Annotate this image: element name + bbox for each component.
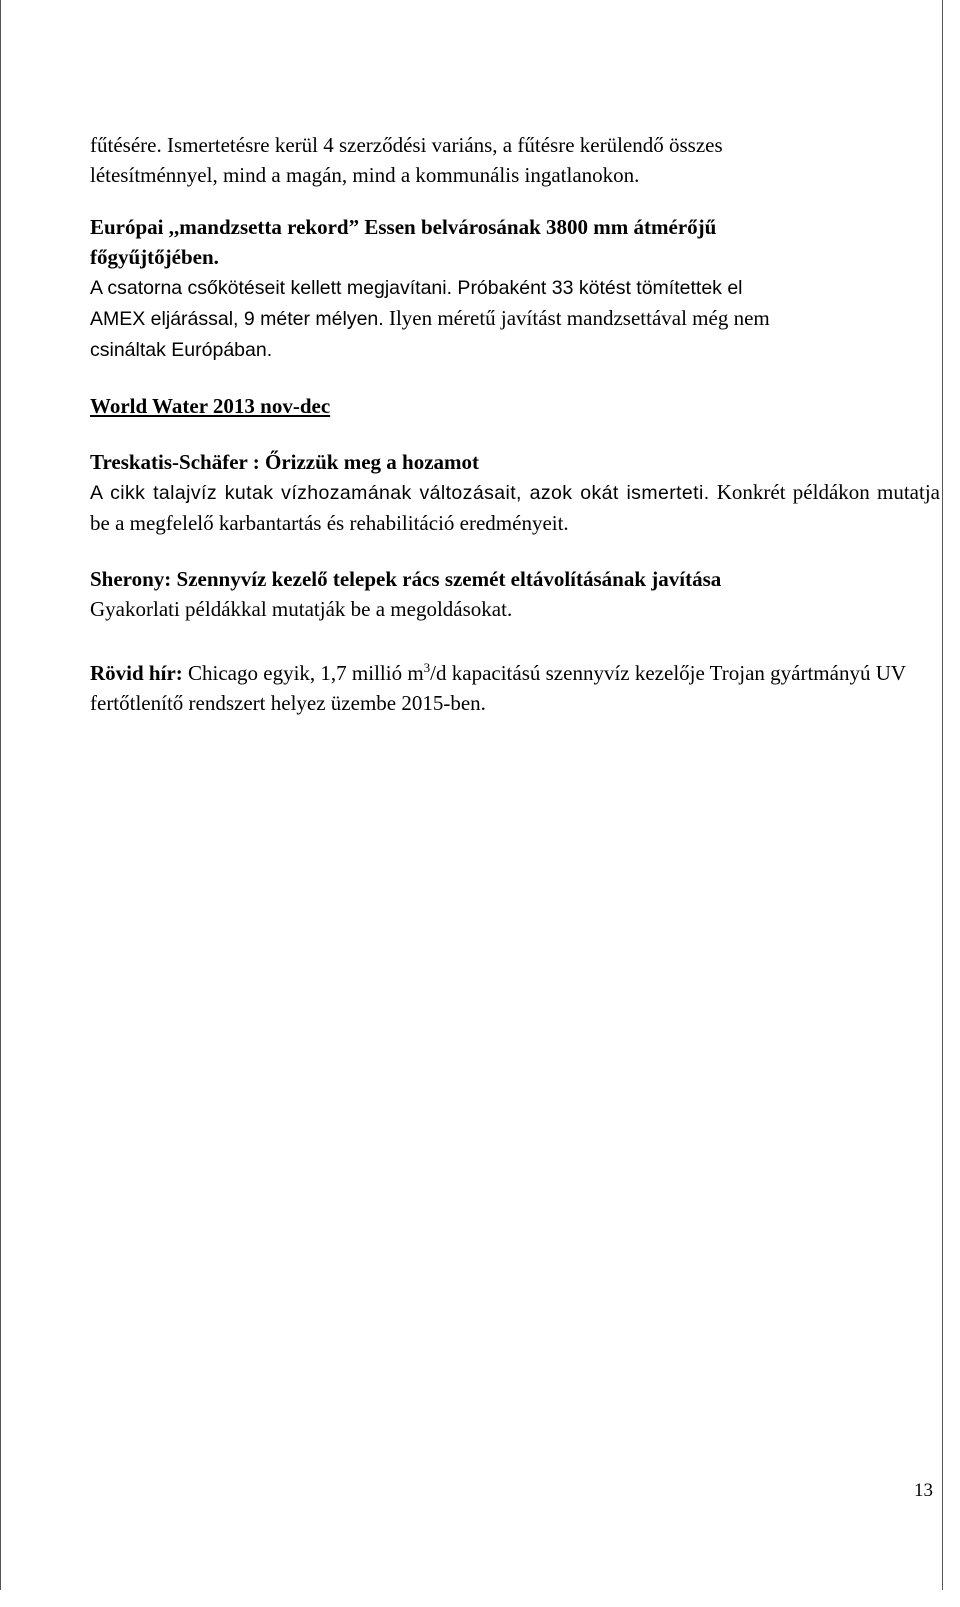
intro-line-2: létesítménnyel, mind a magán, mind a kommunális ingatlanokon.: [90, 163, 640, 187]
essen-heading-line-2: főgyűjtőjében.: [90, 245, 219, 269]
essen-body-line-2a: AMEX eljárással, 9 méter mélyen.: [90, 308, 384, 330]
document-body: [90, 130, 940, 718]
essen-body-line-2b: Ilyen méretű javítást mandzsettával még nem: [383, 306, 770, 330]
essen-body-line-3: csináltak Európában.: [90, 339, 273, 361]
short-news-text-2: /d kapacitású szennyvíz kezelője Trojan gyártmányú UV fertőtlenítő rendszert helyez üzembe 2015-ben.: [90, 661, 906, 715]
short-news-superscript: 3: [423, 660, 431, 675]
essen-body: [90, 272, 940, 365]
essen-heading: [90, 212, 940, 272]
intro-paragraph: [90, 130, 940, 190]
sherony-heading: Sherony: Szennyvíz kezelő telepek rács szemét eltávolításának javítása: [90, 567, 722, 591]
short-news-label: Rövid hír:: [90, 661, 183, 685]
intro-line-1: fűtésére. Ismertetésre kerül 4 szerződési variáns, a fűtésre kerülendő összes: [90, 133, 723, 157]
treskatis-heading: Treskatis-Schäfer : Őrizzük meg a hozamot: [90, 450, 480, 474]
world-water-title: World Water 2013 nov-dec: [90, 394, 331, 418]
essen-body-line-1: A csatorna csőkötéseit kellett megjavítani. Próbaként 33 kötést tömítettek el: [90, 277, 743, 299]
treskatis-body: [90, 477, 940, 538]
sherony-body: Gyakorlati példákkal mutatják be a megoldásokat.: [90, 597, 513, 621]
page-number: 13: [914, 1480, 933, 1501]
treskatis-body-part-1: A cikk talajvíz kutak vízhozamának változásait, azok okát ismerteti.: [90, 482, 710, 504]
treskatis-body-part-2: Konkrét példákon mutatja be a megfelelő karbantartás és rehabilitáció eredményeit.: [90, 480, 940, 535]
short-news-text-1: Chicago egyik, 1,7 millió m: [182, 661, 424, 685]
short-news-paragraph: [90, 658, 940, 718]
essen-heading-line-1: Európai ,,mandzsetta rekord” Essen belvárosának 3800 mm átmérőjű: [90, 215, 717, 239]
